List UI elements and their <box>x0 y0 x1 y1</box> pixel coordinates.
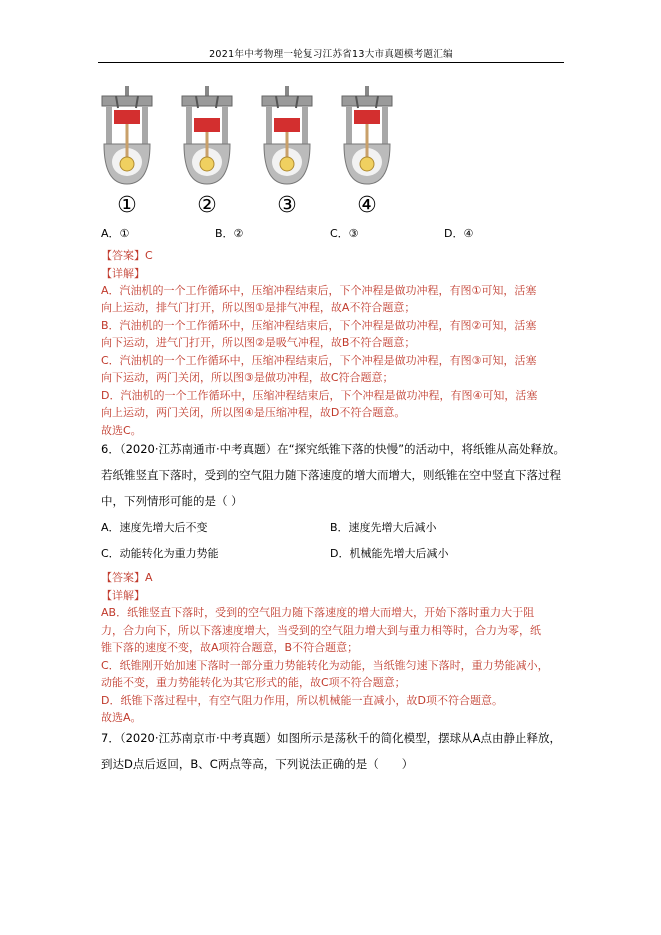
q7-stem-line: 7．（2020·江苏南京市·中考真题）如图所示是荡秋千的简化模型，摆球从A点由静止释放， <box>101 731 562 745</box>
q5-option-d: D．④ <box>444 227 474 240</box>
q6-explanation-line: AB．纸锥竖直下落时，受到的空气阻力随下落速度的增大而增大，开始下落时重力大于阻 <box>101 606 535 619</box>
q6-explanation-line: 故选A。 <box>101 711 142 724</box>
crank-wheel <box>120 157 134 171</box>
spark-plug <box>285 86 289 96</box>
engine-diagram <box>262 86 312 218</box>
piston <box>274 118 300 132</box>
q6-explanation-line: D．纸锥下落过程中，有空气阻力作用，所以机械能一直减小，故D项不符合题意。 <box>101 694 503 707</box>
q5-option-b: B．② <box>215 227 244 240</box>
q6-option-a: A．速度先增大后不变 <box>101 521 208 534</box>
cylinder-wall-left <box>106 106 112 146</box>
page-header: 2021年中考物理一轮复习江苏省13大市真题模考题汇编 <box>209 49 453 60</box>
cylinder-head <box>182 96 232 106</box>
engine-label: ① <box>117 193 137 218</box>
cylinder-wall-left <box>186 106 192 146</box>
spark-plug <box>365 86 369 96</box>
cylinder-wall-right <box>142 106 148 146</box>
q5-explanation-line: 向下运动，进气门打开，所以图②是吸气冲程，故B不符合题意； <box>101 336 416 349</box>
cylinder-wall-right <box>222 106 228 146</box>
cylinder-head <box>342 96 392 106</box>
q5-explanation-line: B．汽油机的一个工作循环中，压缩冲程结束后，下个冲程是做功冲程，有图②可知，活塞 <box>101 319 537 332</box>
q6-explanation-line: 锥下落的速度不变，故A项符合题意，B不符合题意； <box>101 641 359 654</box>
crank-wheel <box>280 157 294 171</box>
q5-option-c: C．③ <box>330 227 359 240</box>
piston <box>114 110 140 124</box>
q5-explanation-line: 向上运动，排气门打开，所以图①是排气冲程，故A不符合题意； <box>101 301 416 314</box>
q6-stem-line: 若纸锥竖直下落时，受到的空气阻力随下落速度的增大而增大，则纸锥在空中竖直下落过程 <box>101 468 561 482</box>
q6-stem-line: 6．（2020·江苏南通市·中考真题）在“探究纸锥下落的快慢”的活动中，将纸锥从高处释放。 <box>101 442 566 456</box>
engine-label: ④ <box>357 193 377 218</box>
cylinder-wall-right <box>382 106 388 146</box>
engine-figure <box>96 84 416 219</box>
spark-plug <box>125 86 129 96</box>
engine-diagram <box>182 86 232 218</box>
crank-wheel <box>200 157 214 171</box>
q5-explanation-line: 故选C。 <box>101 424 142 437</box>
engine-label: ② <box>197 193 217 218</box>
q6-answer: 【答案】A <box>101 571 153 584</box>
piston <box>354 110 380 124</box>
q5-explanation-line: D．汽油机的一个工作循环中，压缩冲程结束后，下个冲程是做功冲程，有图④可知，活塞 <box>101 389 538 402</box>
header-rule <box>98 62 564 63</box>
q5-explanation-line: C．汽油机的一个工作循环中，压缩冲程结束后，下个冲程是做功冲程，有图③可知，活塞 <box>101 354 537 367</box>
cylinder-wall-left <box>346 106 352 146</box>
crank-wheel <box>360 157 374 171</box>
q5-explanation-line: A．汽油机的一个工作循环中，压缩冲程结束后，下个冲程是做功冲程，有图①可知，活塞 <box>101 284 537 297</box>
cylinder-head <box>262 96 312 106</box>
q6-detail-label: 【详解】 <box>101 589 145 602</box>
cylinder-head <box>102 96 152 106</box>
q6-option-d: D．机械能先增大后减小 <box>330 547 449 560</box>
q5-answer: 【答案】C <box>101 249 153 262</box>
q5-detail-label: 【详解】 <box>101 267 145 280</box>
cylinder-wall-left <box>266 106 272 146</box>
q7-stem-line: 到达D点后返回，B、C两点等高，下列说法正确的是（ ） <box>101 757 414 771</box>
q6-explanation-line: 力，合力向下，所以下落速度增大，当受到的空气阻力增大到与重力相等时，合力为零，纸 <box>101 624 541 637</box>
piston <box>194 118 220 132</box>
spark-plug <box>205 86 209 96</box>
cylinder-wall-right <box>302 106 308 146</box>
engine-label: ③ <box>277 193 297 218</box>
engine-diagram <box>102 86 152 218</box>
q6-option-b: B．速度先增大后减小 <box>330 521 437 534</box>
engine-diagrams <box>96 84 416 219</box>
engine-diagram <box>342 86 392 218</box>
q6-option-c: C．动能转化为重力势能 <box>101 547 219 560</box>
q5-explanation-line: 向下运动，两门关闭，所以图③是做功冲程，故C符合题意； <box>101 371 394 384</box>
q6-explanation-line: 动能不变，重力势能转化为其它形式的能，故C项不符合题意； <box>101 676 406 689</box>
q6-stem-line: 中，下列情形可能的是（ ） <box>101 494 243 508</box>
q5-option-a: A．① <box>101 227 130 240</box>
q6-explanation-line: C．纸锥刚开始加速下落时一部分重力势能转化为动能，当纸锥匀速下落时，重力势能减小， <box>101 659 549 672</box>
q5-explanation-line: 向上运动，两门关闭，所以图④是压缩冲程，故D不符合题意。 <box>101 406 406 419</box>
